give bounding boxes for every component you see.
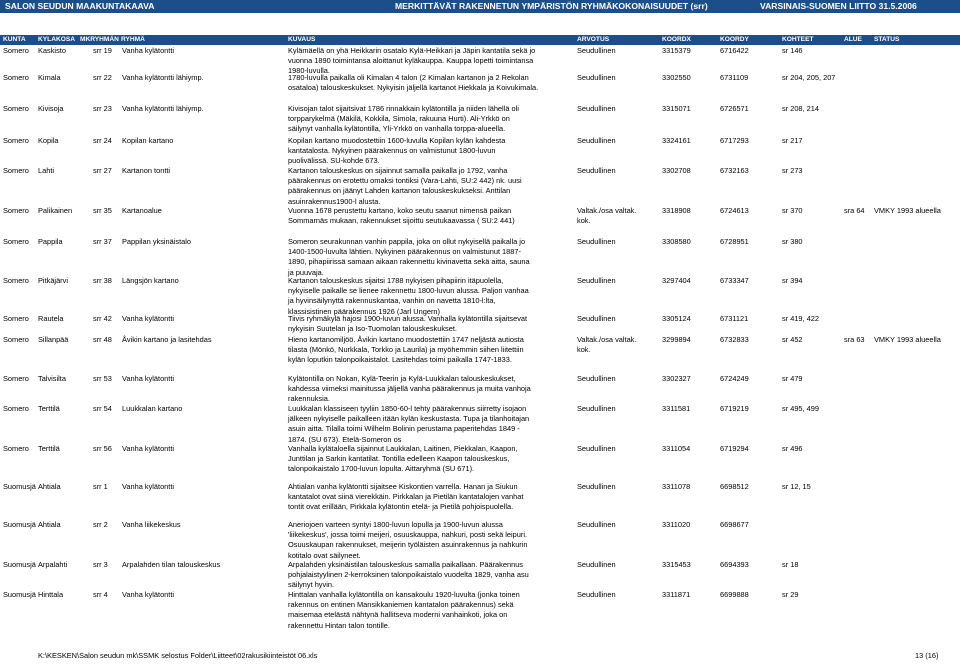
cell-ryhma: Längsjön kartano <box>122 276 179 285</box>
cell-kuvaus <box>288 335 580 366</box>
cell-kyla: Rautela <box>38 314 64 323</box>
kuvaus-line: Kopilan kartano muodostettiin 1600-luvulla Kopilan kylän kahdesta <box>288 136 506 145</box>
kuvaus-line: asuinrakennus1900-l alusta. <box>288 196 381 206</box>
cell-ryhma: Vanha kylätontti <box>122 314 175 323</box>
cell-x: 3315379 <box>662 46 691 55</box>
cell-ryhma: Kartanoalue <box>122 206 162 215</box>
cell-ryhma: Kartanon tontti <box>122 166 171 175</box>
cell-arvotus <box>577 335 657 355</box>
cell-status: VMKY 1993 alueella <box>874 206 941 215</box>
cell-kunta: Somero <box>3 206 29 215</box>
cell-kunta: Somero <box>3 73 29 82</box>
cell-kyla: Arpalahti <box>38 560 68 569</box>
cell-kunta: Somero <box>3 276 29 285</box>
cell-kyla: Kimala <box>38 73 61 82</box>
kuvaus-line: klassisistinen päärakennus 1926 (Jarl Ungern) <box>288 306 440 316</box>
arvotus-line: kok. <box>577 216 591 226</box>
cell-x: 3302708 <box>662 166 691 175</box>
cell-kuvaus <box>288 314 580 334</box>
arvotus-line: Seudullinen <box>577 314 616 323</box>
cell-kohteet: sr 496 <box>782 444 803 453</box>
cell-alue: sra 64 <box>844 206 865 215</box>
cell-kohteet: sr 217 <box>782 136 803 145</box>
cell-srr: srr 42 <box>93 314 112 323</box>
kuvaus-line: Hinttalan vanhalla kylätontilla on kansakoulu 1920-luvulta (jonka toinen <box>288 590 520 599</box>
kuvaus-line: kantatalot ovat siinä vierekkäin. Pirkkalan ja Pietilän kantatalojen vanhat <box>288 492 524 502</box>
cell-x: 3302550 <box>662 73 691 82</box>
arvotus-line: Seudullinen <box>577 404 616 413</box>
cell-kunta: Somero <box>3 374 29 383</box>
cell-ryhma: Vanha kylätontti lähiymp. <box>122 104 204 113</box>
cell-ryhma: Vanha kylätontti <box>122 482 175 491</box>
cell-srr: srr 38 <box>93 276 112 285</box>
arvotus-line: Seudullinen <box>577 276 616 285</box>
cell-y: 6717293 <box>720 136 749 145</box>
cell-kohteet: sr 495, 499 <box>782 404 819 413</box>
kuvaus-line: Arpalahden yksinäistilan talouskeskus samalla paikallaan. Päärakennus <box>288 560 523 569</box>
cell-x: 3308580 <box>662 237 691 246</box>
kuvaus-line: kotitalo ovat säilyneet. <box>288 550 361 560</box>
cell-kunta: Somero <box>3 237 29 246</box>
cell-kunta: Somero <box>3 444 29 453</box>
kuvaus-line: Junttilan ja Sarkin kantatilat. Tontilla edelleen Kaapon talouskeskus, <box>288 454 510 464</box>
cell-srr: srr 4 <box>93 590 108 599</box>
cell-kyla: Ahtiala <box>38 482 61 491</box>
kuvaus-line: Aneriojoen varteen syntyi 1800-luvun lopulla ja 1900-luvun alussa <box>288 520 503 529</box>
kuvaus-line: rakennus on entinen Mansikkaniemen kantatalon päärakennus) sekä <box>288 600 514 610</box>
cell-ryhma: Luukkalan kartano <box>122 404 183 413</box>
cell-kohteet: sr 204, 205, 207 <box>782 73 836 82</box>
cell-arvotus <box>577 374 657 384</box>
kuvaus-line: Sommarnäs mukaan, rakennukset sijoittu seutukaavassa ( SU:2 441) <box>288 216 515 226</box>
cell-ryhma: Vanha liikekeskus <box>122 520 181 529</box>
cell-kohteet: sr 419, 422 <box>782 314 819 323</box>
cell-arvotus <box>577 404 657 414</box>
cell-srr: srr 24 <box>93 136 112 145</box>
cell-kunta: Somero <box>3 166 29 175</box>
cell-x: 3324161 <box>662 136 691 145</box>
cell-kohteet: sr 479 <box>782 374 803 383</box>
cell-kunta: Suomusjä <box>3 482 36 491</box>
kuvaus-line: säilynyt hyvin. <box>288 580 335 590</box>
arvotus-line: Seudullinen <box>577 560 616 569</box>
arvotus-line: Valtak./osa valtak. <box>577 335 637 344</box>
cell-ryhma: Vanha kylätontti <box>122 444 175 453</box>
cell-kuvaus <box>288 206 580 226</box>
cell-y: 6719219 <box>720 404 749 413</box>
kuvaus-line: Osuuskaupan rakennukset, meijerin työläisten asuinrakennus ja nahkurin <box>288 540 528 550</box>
cell-x: 3315071 <box>662 104 691 113</box>
arvotus-line: Seudullinen <box>577 166 616 175</box>
cell-y: 6731109 <box>720 73 749 82</box>
kuvaus-line: 1874. (SU 673). Etelä-Someron os <box>288 434 402 444</box>
cell-ryhma: Åvikin kartano ja lasitehdas <box>122 335 212 344</box>
cell-kohteet: sr 18 <box>782 560 799 569</box>
kuvaus-line: osataloa) talouskeskukset. Nykyisin jäljellä kartanot Hiekkala ja Koivukimala. <box>288 83 539 93</box>
kuvaus-line: Kartanon talouskeskus on sijainnut samalla paikalla jo 1792, vanha <box>288 166 508 175</box>
cell-y: 6716422 <box>720 46 749 55</box>
cell-ryhma: Vanha kylätontti <box>122 374 175 383</box>
cell-y: 6732163 <box>720 166 749 175</box>
banner-center-text: MERKITTÄVÄT RAKENNETUN YMPÄRISTÖN RYHMÄKOKONAISUUDET (srr) <box>395 1 708 11</box>
cell-arvotus <box>577 560 657 570</box>
kuvaus-line: tilasta (Mönkö, Nurkkala, Torkko ja Laurila) ja myöhemmin siihen liitettiin <box>288 345 524 355</box>
arvotus-line: Seudullinen <box>577 590 616 599</box>
cell-ryhma: Pappilan yksinäistalo <box>122 237 192 246</box>
arvotus-line: Seudullinen <box>577 482 616 491</box>
cell-srr: srr 3 <box>93 560 108 569</box>
kuvaus-line: nykyiselle paikalle se lienee rakennettu 1800-luvun alussa. Paljon vanhaa <box>288 286 529 296</box>
arvotus-line: Seudullinen <box>577 136 616 145</box>
kuvaus-line: Hieno kartanomiljöö. Åvikin kartano muodostettiin 1747 neljästä autiosta <box>288 335 524 344</box>
cell-kohteet: sr 29 <box>782 590 799 599</box>
table-header <box>0 35 960 45</box>
cell-x: 3311020 <box>662 520 691 529</box>
cell-kunta: Somero <box>3 404 29 413</box>
cell-y: 6732833 <box>720 335 749 344</box>
cell-y: 6724249 <box>720 374 749 383</box>
cell-x: 3297404 <box>662 276 691 285</box>
kuvaus-line: kantatalosta. Nykyinen päärakennus on valmistunut 1800-luvun <box>288 146 496 156</box>
kuvaus-line: päärakennus on erotettu omaksi tontiksi (Vara-Lahti, SU:2 442) nk. uusi <box>288 176 522 186</box>
cell-arvotus <box>577 314 657 324</box>
cell-kunta: Somero <box>3 46 29 55</box>
kuvaus-line: nykyisin Suutelan ja Iso-Tuomolan talouskeskukset. <box>288 324 457 334</box>
cell-kohteet: sr 12, 15 <box>782 482 811 491</box>
column-header-mkryhman: MKRYHMÄN <box>80 36 119 43</box>
cell-kunta: Somero <box>3 314 29 323</box>
cell-kohteet: sr 380 <box>782 237 803 246</box>
cell-ryhma: Vanha kylätontti <box>122 46 175 55</box>
column-header-koordx: KOORDX <box>662 36 691 43</box>
cell-kuvaus <box>288 237 580 278</box>
cell-y: 6699888 <box>720 590 749 599</box>
kuvaus-line: Vuonna 1678 perustettu kartano, koko seutu saanut nimensä paikan <box>288 206 512 215</box>
cell-x: 3311078 <box>662 482 691 491</box>
cell-kunta: Suomusjä <box>3 560 36 569</box>
cell-x: 3311054 <box>662 444 691 453</box>
cell-kohteet: sr 452 <box>782 335 803 344</box>
kuvaus-line: tontit ovat erillään, Pirkkala kylätontin etelä- ja Pietilä pohjoispuolella. <box>288 502 514 512</box>
cell-kyla: Kaskisto <box>38 46 66 55</box>
kuvaus-line: päärakennus on jäänyt Lahden kartanon talouskeskukseksi. Anttilan <box>288 186 511 196</box>
cell-kuvaus <box>288 374 580 405</box>
cell-y: 6728951 <box>720 237 749 246</box>
cell-y: 6698677 <box>720 520 749 529</box>
cell-x: 3311871 <box>662 590 691 599</box>
kuvaus-line: Luukkalan klassiseen tyyliin 1850-60-l tehty päärakennus siirretty isojaon <box>288 404 527 413</box>
cell-ryhma: Arpalahden tilan talouskeskus <box>122 560 221 569</box>
arvotus-line: Seudullinen <box>577 520 616 529</box>
cell-kohteet: sr 146 <box>782 46 803 55</box>
kuvaus-line: Kylätontilla on Nokan, Kylä-Teerin ja Kylä-Luukkalan talouskeskukset, <box>288 374 516 383</box>
cell-srr: srr 48 <box>93 335 112 344</box>
cell-arvotus <box>577 482 657 492</box>
cell-y: 6719294 <box>720 444 749 453</box>
kuvaus-line: 1890, pihapiirissä samaan aikaan rakennettu kivinavetta sekä aitta, sauna <box>288 257 530 267</box>
banner-right-text: VARSINAIS-SUOMEN LIITTO 31.5.2006 <box>760 1 917 11</box>
cell-srr: srr 2 <box>93 520 108 529</box>
cell-kuvaus <box>288 560 580 591</box>
cell-srr: srr 19 <box>93 46 112 55</box>
column-header-koordy: KOORDY <box>720 36 749 43</box>
cell-kunta: Suomusjä <box>3 520 36 529</box>
cell-srr: srr 53 <box>93 374 112 383</box>
cell-arvotus <box>577 73 657 83</box>
cell-kuvaus <box>288 590 580 631</box>
cell-kohteet: sr 370 <box>782 206 803 215</box>
kuvaus-line: rakennuksia. <box>288 394 330 404</box>
cell-arvotus <box>577 104 657 114</box>
cell-kyla: Sillanpää <box>38 335 69 344</box>
kuvaus-line: Ahtialan vanha kylätontti sijaitsee Kiskontien varrella. Hanan ja Siukun <box>288 482 518 491</box>
cell-kunta: Somero <box>3 335 29 344</box>
cell-kohteet: sr 208, 214 <box>782 104 819 113</box>
kuvaus-line: kahdessa viimeksi mainitussa jäljellä vanha päärakennus ja muita vanhoja <box>288 384 531 394</box>
cell-kohteet: sr 273 <box>782 166 803 175</box>
cell-kyla: Kivisoja <box>38 104 64 113</box>
cell-kuvaus <box>288 404 580 445</box>
cell-srr: srr 35 <box>93 206 112 215</box>
cell-kunta: Somero <box>3 104 29 113</box>
footer-file-path: K:\KESKEN\Salon seudun mk\SSMK selostus Folder\Liitteet\02rakusikiinteistöt 06.xls <box>38 651 318 660</box>
kuvaus-line: Kylämäellä on yhä Heikkarin osatalo Kylä-Heikkari ja Jäpin kantatila sekä jo <box>288 46 536 55</box>
kuvaus-line: Vanhalla kylätaloella sijainnut Laukkalan, Laitinen, Piekkalan, Kaapon, <box>288 444 518 453</box>
footer-page-number: 13 (16) <box>915 651 939 660</box>
arvotus-line: Seudullinen <box>577 237 616 246</box>
cell-kuvaus <box>288 166 580 207</box>
cell-ryhma: Kopilan kartano <box>122 136 174 145</box>
cell-srr: srr 23 <box>93 104 112 113</box>
cell-kuvaus <box>288 482 580 513</box>
column-header-kylakosa: KYLAKOSA <box>38 36 75 43</box>
kuvaus-line: rakennettu Hintan talon tontille. <box>288 620 390 630</box>
cell-kyla: Ahtiala <box>38 520 61 529</box>
cell-arvotus <box>577 276 657 286</box>
banner-left-text: SALON SEUDUN MAAKUNTAKAAVA <box>5 1 155 11</box>
kuvaus-line: 1780-luvulla paikalla oli Kimalan 4 talon (2 Kimalan kartanon ja 2 Rekolan <box>288 73 529 82</box>
cell-kuvaus <box>288 520 580 561</box>
cell-arvotus <box>577 520 657 530</box>
cell-kyla: Hinttala <box>38 590 64 599</box>
kuvaus-line: 1400-1500-luvulta lähtien. Nykyinen päärakennus on valmistunut 1887- <box>288 247 521 257</box>
cell-alue: sra 63 <box>844 335 865 344</box>
cell-srr: srr 22 <box>93 73 112 82</box>
kuvaus-line: talonpoikaistalo 1700-luvun lopulta. Aittaryhmä (SU 671). <box>288 464 475 474</box>
kuvaus-line: 1980-luvulla. <box>288 66 330 76</box>
cell-arvotus <box>577 166 657 176</box>
kuvaus-line: Kivisojan talot sijaitsivat 1786 rinnakkain kylätontilla ja niiden lähellä oli <box>288 104 519 113</box>
cell-ryhma: Vanha kylätontti <box>122 590 175 599</box>
column-header-status: STATUS <box>874 36 900 43</box>
cell-y: 6731121 <box>720 314 749 323</box>
document-banner <box>0 0 960 13</box>
kuvaus-line: jälkeen nykyiselle paikalleen itään kylän keskustasta. Tupa ja tilanhoitajan <box>288 414 530 424</box>
column-header-ryhma: RYHMÄ <box>121 36 145 43</box>
cell-kunta: Suomusjä <box>3 590 36 599</box>
kuvaus-line: torpparykelmä (Mäkilä, Kokkila, Simola, rakuuna Hurti). Ali-Yrkkö on <box>288 114 510 124</box>
cell-kyla: Terttilä <box>38 444 60 453</box>
kuvaus-line: puolivälissä. SU-kohde 673. <box>288 156 380 166</box>
cell-srr: srr 54 <box>93 404 112 413</box>
column-header-arvotus: ARVOTUS <box>577 36 610 43</box>
cell-srr: srr 37 <box>93 237 112 246</box>
cell-ryhma: Vanha kylätontti lähiymp. <box>122 73 204 82</box>
arvotus-line: Seudullinen <box>577 104 616 113</box>
column-header-alue: ALUE <box>844 36 862 43</box>
cell-x: 3318908 <box>662 206 691 215</box>
arvotus-line: Valtak./osa valtak. <box>577 206 637 215</box>
cell-kuvaus <box>288 104 580 135</box>
kuvaus-line: säilynyt vanhalla kylätontilla, Yli-Yrkkö on vanhalla torppa-alueella. <box>288 124 506 134</box>
cell-kyla: Lahti <box>38 166 55 175</box>
arvotus-line: Seudullinen <box>577 73 616 82</box>
cell-y: 6733347 <box>720 276 749 285</box>
cell-y: 6698512 <box>720 482 749 491</box>
arvotus-line: Seudullinen <box>577 46 616 55</box>
cell-y: 6724613 <box>720 206 749 215</box>
cell-kyla: Talvisilta <box>38 374 66 383</box>
cell-srr: srr 56 <box>93 444 112 453</box>
kuvaus-line: 'liikekeskus', jossa toimi meijeri, osuuskauppa, nahkuri, posti sekä leipuri. <box>288 530 528 540</box>
cell-kyla: Terttilä <box>38 404 60 413</box>
cell-status: VMKY 1993 alueella <box>874 335 941 344</box>
cell-arvotus <box>577 444 657 454</box>
kuvaus-line: Someron seurakunnan vanhin pappila, joka on ollut nykyisellä paikalla jo <box>288 237 526 246</box>
cell-y: 6726571 <box>720 104 749 113</box>
cell-kyla: Pitkäjärvi <box>38 276 68 285</box>
arvotus-line: kok. <box>577 345 591 355</box>
kuvaus-line: Kartanon talouskeskus sijaitsi 1788 nykyisen pihapiirin itäpuolella, <box>288 276 504 285</box>
cell-y: 6694393 <box>720 560 749 569</box>
column-header-kuvaus: KUVAUS <box>288 36 316 43</box>
cell-kyla: Palikainen <box>38 206 73 215</box>
kuvaus-line: asuin aitta. Tilalla toimi Wilhelm Bolinin perustama paperitehdas 1849 - <box>288 424 520 434</box>
cell-arvotus <box>577 136 657 146</box>
cell-kunta: Somero <box>3 136 29 145</box>
cell-arvotus <box>577 46 657 56</box>
arvotus-line: Seudullinen <box>577 444 616 453</box>
cell-arvotus <box>577 590 657 600</box>
kuvaus-line: Tiivis ryhmäkylä hajosi 1900-luvun alussa. Vanhalla kylätontilla sijaitsevat <box>288 314 528 323</box>
kuvaus-line: vuonna 1890 toimintansa aloittanut kyläkauppa. Kauppa lopetti toimintansa <box>288 56 534 66</box>
cell-x: 3315453 <box>662 560 691 569</box>
cell-x: 3302327 <box>662 374 691 383</box>
cell-kyla: Kopila <box>38 136 59 145</box>
cell-x: 3299894 <box>662 335 691 344</box>
arvotus-line: Seudullinen <box>577 374 616 383</box>
column-header-kohteet: KOHTEET <box>782 36 814 43</box>
cell-kuvaus <box>288 73 580 93</box>
cell-kyla: Pappila <box>38 237 63 246</box>
cell-kuvaus <box>288 444 580 475</box>
kuvaus-line: maisemaa etelästä nähtynä hallitseva moderni vanhainkoti, joka on <box>288 610 508 620</box>
kuvaus-line: pohjalaistyylinen 2-kerroksinen talonpoikaistalo vuodelta 1829, vanha asu <box>288 570 529 580</box>
cell-arvotus <box>577 237 657 247</box>
cell-kohteet: sr 394 <box>782 276 803 285</box>
cell-x: 3311581 <box>662 404 691 413</box>
cell-x: 3305124 <box>662 314 691 323</box>
cell-kuvaus <box>288 276 580 317</box>
kuvaus-line: kylän loputkin talonpoikaistalot. Lasitehdas toimi paikalla 1747-1833. <box>288 355 512 365</box>
cell-kuvaus <box>288 136 580 167</box>
kuvaus-line: ja hyvinsäilynyttä rakennuskantaa, vanhin on navetta 1810-l:lta, <box>288 296 496 306</box>
cell-arvotus <box>577 206 657 226</box>
cell-srr: srr 1 <box>93 482 108 491</box>
column-header-kunta: KUNTA <box>3 36 26 43</box>
kuvaus-line: ja puuvaja. <box>288 267 324 277</box>
cell-srr: srr 27 <box>93 166 112 175</box>
